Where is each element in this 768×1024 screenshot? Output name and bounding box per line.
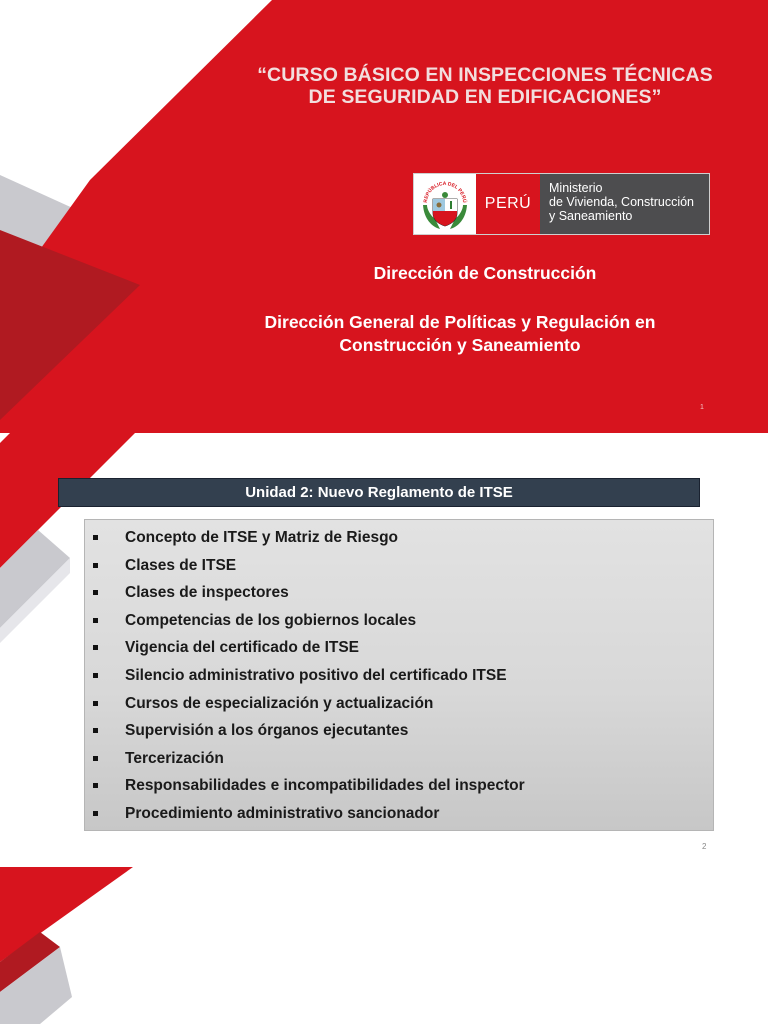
list-item	[85, 634, 713, 662]
list-item	[85, 607, 713, 635]
topic-label: Silencio administrativo positivo del certificado ITSE	[125, 666, 507, 684]
course-title-line-2: DE SEGURIDAD EN EDIFICACIONES”	[308, 86, 662, 108]
ministry-name	[540, 174, 709, 234]
ministry-name-line-2: de Vivienda, Construcción	[549, 195, 694, 209]
general-direction-line-1: Dirección General de Políticas y Regulación en	[264, 312, 656, 332]
ministry-name-line-1: Ministerio	[549, 181, 603, 195]
page-number: 2	[702, 842, 707, 851]
topic-label: Vigencia del certificado de ITSE	[125, 639, 360, 657]
peru-label: PERÚ	[476, 174, 540, 234]
slide-3	[0, 867, 768, 1024]
course-title-line-1: “CURSO BÁSICO EN INSPECCIONES TÉCNICAS	[257, 64, 713, 86]
list-item	[85, 524, 713, 552]
slide-3-background	[0, 867, 768, 1024]
topic-label: Cursos de especialización y actualización	[125, 694, 434, 712]
topic-label: Tercerización	[125, 749, 224, 767]
square-bullet-icon	[93, 645, 98, 650]
square-bullet-icon	[93, 701, 98, 706]
slide-2	[0, 433, 768, 867]
square-bullet-icon	[93, 728, 98, 733]
topic-label: Supervisión a los órganos ejecutantes	[125, 722, 409, 740]
topic-label: Responsabilidades e incompatibilidades del inspector	[125, 777, 525, 795]
square-bullet-icon	[93, 756, 98, 761]
square-bullet-icon	[93, 535, 98, 540]
general-direction-name	[195, 311, 725, 357]
list-item	[85, 690, 713, 718]
square-bullet-icon	[93, 783, 98, 788]
unit-header: Unidad 2: Nuevo Reglamento de ITSE	[58, 478, 700, 507]
topic-label: Competencias de los gobiernos locales	[125, 611, 417, 629]
coat-of-arms-text: REPÚBLICA DEL PERÚ	[422, 180, 468, 204]
square-bullet-icon	[93, 590, 98, 595]
list-item	[85, 552, 713, 580]
ministry-name-line-3: y Saneamiento	[549, 209, 633, 223]
square-bullet-icon	[93, 673, 98, 678]
ministry-logo	[413, 173, 710, 235]
course-title	[205, 64, 765, 108]
direction-name: Dirección de Construcción	[373, 263, 597, 283]
square-bullet-icon	[93, 618, 98, 623]
topic-label: Procedimiento administrativo sancionador	[125, 804, 440, 822]
topic-label: Concepto de ITSE y Matriz de Riesgo	[125, 529, 399, 546]
peru-coat-of-arms-icon	[420, 179, 470, 231]
list-item	[85, 579, 713, 607]
square-bullet-icon	[93, 811, 98, 816]
page-number: 1	[700, 404, 704, 411]
list-item	[85, 717, 713, 745]
list-item	[85, 745, 713, 773]
list-item	[85, 662, 713, 690]
general-direction-line-2: Construcción y Saneamiento	[339, 335, 581, 355]
topic-label: Clases de ITSE	[125, 556, 237, 574]
list-item	[85, 772, 713, 800]
topic-label: Clases de inspectores	[125, 584, 289, 602]
topic-list	[84, 519, 714, 831]
list-item	[85, 800, 713, 828]
square-bullet-icon	[93, 563, 98, 568]
slide-1	[0, 0, 768, 433]
